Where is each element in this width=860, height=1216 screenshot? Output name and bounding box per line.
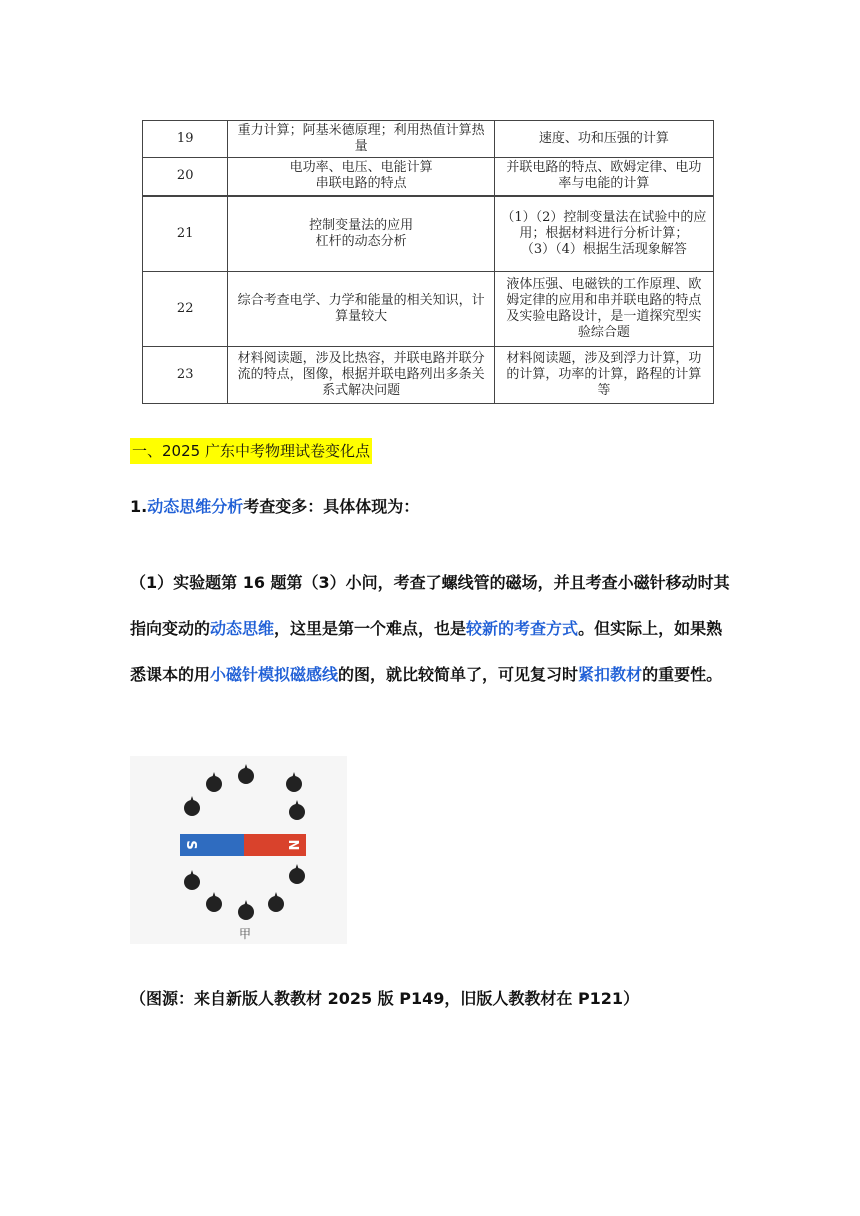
- table-cell: 速度、功和压强的计算: [494, 121, 713, 158]
- highlight-text: 动态思维: [210, 619, 275, 638]
- compass-needle-icon: [184, 800, 200, 816]
- table-row: [143, 347, 714, 404]
- table-cell: 液体压强、电磁铁的工作原理、欧姆定律的应用和串并联电路的特点及实验电路设计，是一道探究型实验综合题: [494, 272, 713, 347]
- compass-needle-icon: [286, 776, 302, 792]
- figure-label: 甲: [238, 927, 252, 941]
- table-cell: 综合考查电学、力学和能量的相关知识，计算量较大: [228, 272, 494, 347]
- compass-needle-tip-icon: [292, 772, 296, 778]
- table-cell: 材料阅读题，涉及比热容，并联电路并联分流的特点，图像，根据并联电路列出多条关系式解决问题: [228, 347, 494, 404]
- question-number: 19: [143, 121, 228, 158]
- paragraph-text: 。但实际上，如果熟悉课本的用: [130, 619, 723, 684]
- compass-needle-tip-icon: [295, 800, 299, 806]
- compass-needle-tip-icon: [190, 796, 194, 802]
- magnet-diagram: [130, 756, 347, 944]
- question-number: 23: [143, 347, 228, 404]
- compass-needle-icon: [206, 896, 222, 912]
- question-number: 21: [143, 196, 228, 272]
- exam-comparison-table: [142, 120, 714, 404]
- compass-needle-icon: [289, 868, 305, 884]
- question-number: 20: [143, 158, 228, 196]
- table-row: [143, 272, 714, 347]
- point-number: 1.: [130, 497, 148, 516]
- compass-needle-tip-icon: [244, 900, 248, 906]
- table-cell: 控制变量法的应用 杠杆的动态分析: [228, 196, 494, 272]
- highlight-text: 紧扣教材: [578, 665, 643, 684]
- compass-needle-icon: [289, 804, 305, 820]
- table-cell: 重力计算；阿基米德原理；利用热值计算热量: [228, 121, 494, 158]
- compass-needle-icon: [238, 904, 254, 920]
- paragraph-text: 的重要性。: [642, 665, 723, 684]
- compass-needle-tip-icon: [295, 864, 299, 870]
- paragraph-text: （1）实验题第 16 题第（3）小问，考查了螺线管的磁场，并且考查小磁针移动时其指向变动的: [130, 573, 730, 638]
- table-cell: 并联电路的特点、欧姆定律、电功率与电能的计算: [494, 158, 713, 196]
- compass-needle-tip-icon: [274, 892, 278, 898]
- compass-needle-icon: [238, 768, 254, 784]
- compass-needle-icon: [268, 896, 284, 912]
- table-cell: 材料阅读题，涉及到浮力计算，功的计算，功率的计算，路程的计算等: [494, 347, 713, 404]
- section-heading: 一、2025 广东中考物理试卷变化点: [130, 438, 372, 464]
- compass-needle-icon: [206, 776, 222, 792]
- table-cell: （1）（2）控制变量法在试验中的应用；根据材料进行分析计算； （3）（4）根据生活现象解答: [494, 196, 713, 272]
- highlight-text: 动态思维分析: [147, 497, 244, 516]
- point-heading: [130, 494, 419, 520]
- paragraph-text: ，这里是第一个难点，也是: [274, 619, 467, 638]
- compass-needle-tip-icon: [212, 892, 216, 898]
- highlight-text: 较新的考查方式: [466, 619, 579, 638]
- compass-needle-tip-icon: [244, 764, 248, 770]
- table-cell: 电功率、电压、电能计算 串联电路的特点: [228, 158, 494, 196]
- compass-needle-tip-icon: [190, 870, 194, 876]
- table-row: [143, 158, 714, 196]
- magnet-compass-figure: [130, 756, 347, 944]
- figure-caption: （图源：来自新版人教教材 2025 版 P149，旧版人教教材在 P121）: [130, 989, 640, 1008]
- compass-needle-icon: [184, 874, 200, 890]
- body-paragraph: [130, 560, 730, 698]
- magnet-n-label: N: [285, 839, 300, 851]
- table-row: [143, 121, 714, 158]
- paragraph-text: 的图，就比较简单了，可见复习时: [338, 665, 579, 684]
- table-row: [143, 196, 714, 272]
- magnet-s-label: S: [183, 840, 198, 850]
- compass-needle-tip-icon: [212, 772, 216, 778]
- question-number: 22: [143, 272, 228, 347]
- highlight-text: 小磁针模拟磁感线: [210, 665, 339, 684]
- point-text: 考查变多：具体体现为：: [243, 497, 420, 516]
